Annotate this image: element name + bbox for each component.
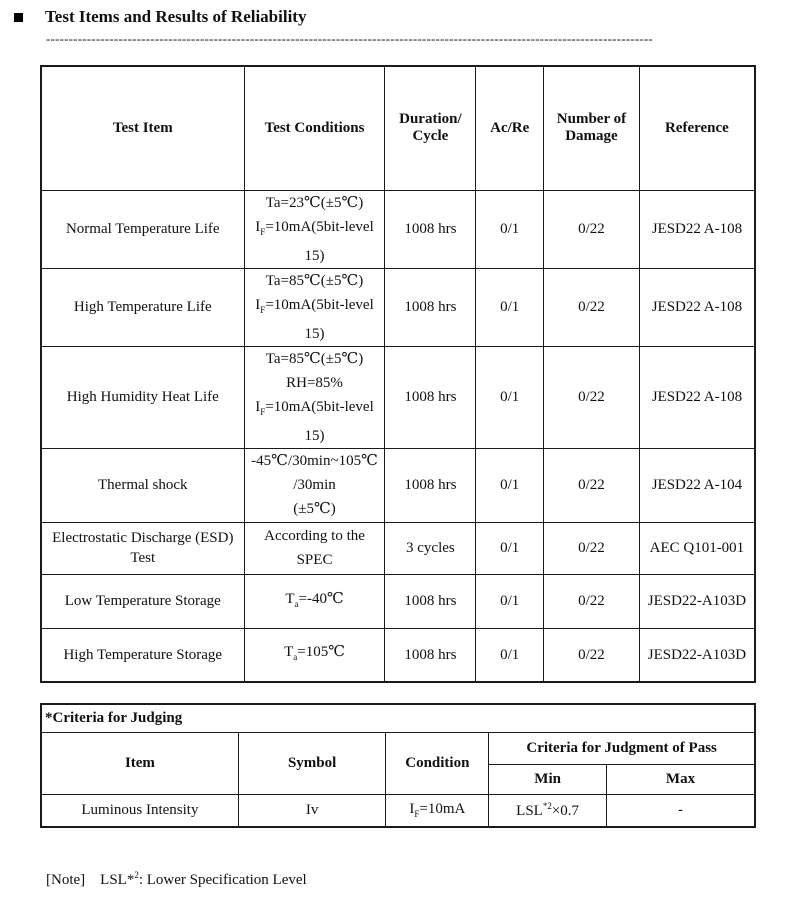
criteria-header-row: [41, 732, 755, 764]
criteria-header-max: Max: [607, 764, 756, 794]
table-row: [41, 574, 755, 628]
table-row: [41, 268, 755, 346]
bullet-square-icon: [14, 13, 23, 22]
cond-current: $I_F=10mA(5bit$-level: [255, 218, 374, 237]
criteria-header-pass: Criteria for Judgment of Pass: [489, 732, 755, 764]
cell-acre: 0/1: [476, 574, 544, 628]
cell-reference: JESD22-A103D: [639, 628, 755, 682]
footnote: [46, 870, 307, 889]
cell-acre: 0/1: [476, 522, 544, 574]
table-row: [41, 522, 755, 574]
header-acre: Ac/Re: [476, 66, 544, 190]
cell-acre: 0/1: [476, 628, 544, 682]
cell-damage: 0/22: [544, 448, 640, 522]
criteria-header-min: Min: [489, 764, 607, 794]
note-text: LSL*$^2$: Lower Specification Level: [100, 870, 307, 888]
cell-duration: 1008 hrs: [385, 574, 476, 628]
cell-test-item: Normal Temperature Life: [41, 190, 244, 268]
cell-acre: 0/1: [476, 448, 544, 522]
cell-damage: 0/22: [544, 268, 640, 346]
criteria-condition: $I_F=10mA$: [386, 794, 489, 827]
header-damage: Number of Damage: [544, 66, 640, 190]
header-test-item: Test Item: [41, 66, 244, 190]
cell-test-item: Thermal shock: [41, 448, 244, 522]
criteria-title: *Criteria for Judging: [41, 704, 755, 732]
cell-duration: 1008 hrs: [385, 190, 476, 268]
criteria-max: -: [607, 794, 756, 827]
cell-conditions: $T_a=105℃$: [244, 628, 385, 682]
cell-damage: 0/22: [544, 346, 640, 448]
cond-current: $I_F=10mA(5bit$-level: [255, 398, 374, 417]
cell-duration: 1008 hrs: [385, 346, 476, 448]
cell-conditions: Ta=85℃(±5℃) RH=85% $I_F=10mA(5bit$-level 15): [244, 346, 385, 448]
cell-test-item: Electrostatic Discharge (ESD) Test: [41, 522, 244, 574]
cell-reference: JESD22-A103D: [639, 574, 755, 628]
section-header: [14, 4, 306, 30]
criteria-min: $LSL^{*2}\times 0.7$: [489, 794, 607, 827]
cell-reference: JESD22 A-104: [639, 448, 755, 522]
header-duration: Duration/ Cycle: [385, 66, 476, 190]
table-row: [41, 346, 755, 448]
table-row: [41, 448, 755, 522]
criteria-symbol: Iv: [238, 794, 386, 827]
cell-damage: 0/22: [544, 190, 640, 268]
cell-damage: 0/22: [544, 574, 640, 628]
cell-conditions: Ta=85℃(±5℃) $I_F=10mA(5bit$-level 15): [244, 268, 385, 346]
cell-reference: JESD22 A-108: [639, 346, 755, 448]
cell-duration: 1008 hrs: [385, 268, 476, 346]
cell-conditions: -45℃/30min~105℃ /30min (±5℃): [244, 448, 385, 522]
dashed-divider: --------------------------------------------------------------------------------------------------------------------------------------: [46, 32, 653, 46]
header-row: [41, 66, 755, 190]
cell-damage: 0/22: [544, 522, 640, 574]
criteria-item: Luminous Intensity: [41, 794, 238, 827]
note-label: [Note]: [46, 872, 86, 888]
cell-conditions: According to the SPEC: [244, 522, 385, 574]
cell-reference: JESD22 A-108: [639, 190, 755, 268]
table-row: [41, 190, 755, 268]
cell-damage: 0/22: [544, 628, 640, 682]
header-reference: Reference: [639, 66, 755, 190]
cell-reference: JESD22 A-108: [639, 268, 755, 346]
cell-test-item: High Humidity Heat Life: [41, 346, 244, 448]
cell-duration: 1008 hrs: [385, 448, 476, 522]
cell-duration: 3 cycles: [385, 522, 476, 574]
criteria-table: [40, 703, 756, 828]
cell-test-item: High Temperature Storage: [41, 628, 244, 682]
header-test-conditions: Test Conditions: [244, 66, 385, 190]
cell-duration: 1008 hrs: [385, 628, 476, 682]
table-row: [41, 628, 755, 682]
cell-test-item: High Temperature Life: [41, 268, 244, 346]
criteria-header-item: Item: [41, 732, 238, 794]
cell-conditions: $T_a=-40℃$: [244, 574, 385, 628]
cell-acre: 0/1: [476, 190, 544, 268]
cell-acre: 0/1: [476, 346, 544, 448]
criteria-header-symbol: Symbol: [238, 732, 386, 794]
criteria-row: [41, 794, 755, 827]
cell-reference: AEC Q101-001: [639, 522, 755, 574]
criteria-header-condition: Condition: [386, 732, 489, 794]
cell-acre: 0/1: [476, 268, 544, 346]
reliability-table: [40, 65, 756, 683]
cell-test-item: Low Temperature Storage: [41, 574, 244, 628]
section-title: Test Items and Results of Reliability: [45, 7, 307, 26]
criteria-title-row: [41, 704, 755, 732]
cell-conditions: Ta=23℃(±5℃) $I_F=10mA(5bit$-level 15): [244, 190, 385, 268]
cond-current: $I_F=10mA(5bit$-level: [255, 296, 374, 315]
